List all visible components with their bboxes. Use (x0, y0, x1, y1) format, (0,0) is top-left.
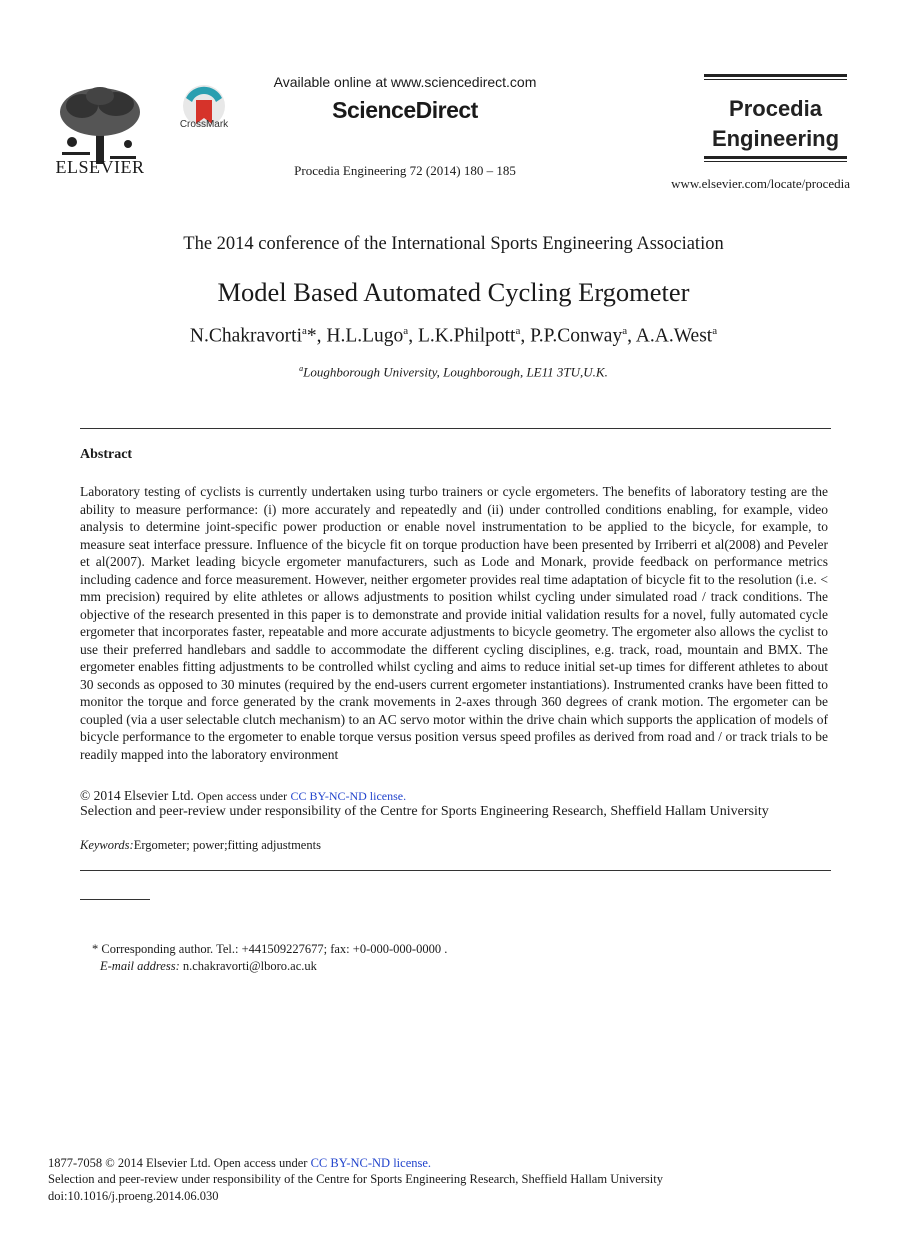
journal-rule-bottom-thin (704, 161, 847, 162)
email-address[interactable]: n.chakravorti@lboro.ac.uk (182, 959, 317, 973)
issn-line (48, 1156, 431, 1171)
doi-line[interactable]: doi:10.1016/j.proeng.2014.06.030 (48, 1189, 219, 1203)
author-sep: , (520, 325, 531, 347)
abstract-bottom-rule (80, 870, 831, 871)
abstract-body: Laboratory testing of cyclists is currently undertaken using turbo trainers or cycle ergometers. The benefits of laboratory testing are the ability to measure performance: (i) more accurately and repeatedly and (ii) under controlled conditions enabling, for example, video analysis to determine joint-specific power production or enable novel instrumentation to be applied to the bicycle, for example, to measure seat interface pressure. Influence of the bicycle fit on torque production have been presented by Irriberri et al(2008) and Peveler et al(2007). Market leading bicycle ergometer manufacturers, such as Lode and Monark, provide feedback on performance metrics including cadence and force measurement. However, neither ergometer provides real time adaptation of bicycle fit to the resolution (i.e. < mm precision) required by elite athletes or allows adjustments to position whilst cycling under simulated road / track conditions. The objective of the research presented in this paper is to demonstrate and provide initial validation results for a novel, fully automated cycle ergometer that incorporates faster, repeatable and more accurate adjustments to bicycle geometry. The ergometer also allows the cyclist to use their preferred handlebars and saddle to accommodate the different cycling disciplines, e.g. track, road, mountain and BMX. The ergometer enables fitting adjustments to be controlled whilst cycling and aims to reduce initial set-up times for different athletes to about 30 seconds as opposed to 30 minutes (required by the end-users current ergometer instantiations). Instrumented cranks have been fitted to monitor the torque and force generated by the crank movements in 2-axes through 360 degrees of crank motion. The ergometer can be coupled (via a user selectable clutch mechanism) to an AC servo motor within the drive chain which supports the application of models of bicycle performance to the ergometer to enable torque versus position versus speed profiles as derived from road and / or track trials to be readily mapped into the laboratory environment (80, 484, 828, 762)
journal-rule-top (704, 74, 847, 77)
journal-name-line2: Engineering (711, 126, 840, 151)
abstract-top-rule (80, 428, 831, 429)
author-affil-sup: a (622, 325, 628, 337)
publisher-name: ELSEVIER (55, 157, 145, 177)
keywords-label: Keywords: (80, 838, 134, 852)
journal-name-line1: Procedia (729, 96, 822, 121)
author-name: H.L.Lugo (326, 325, 404, 347)
journal-rule-top-thin (704, 79, 847, 80)
author-sep: *, (306, 325, 327, 347)
journal-url-link[interactable]: www.elsevier.com/locate/procedia (671, 176, 850, 191)
affiliation-text: Loughborough University, Loughborough, LE11 3TU,U.K. (303, 364, 608, 380)
journal-logo (704, 94, 847, 154)
license-link[interactable]: CC BY-NC-ND license. (290, 789, 407, 803)
abstract-heading: Abstract (80, 447, 133, 462)
footnote-rule (80, 899, 150, 900)
copyright-text: © 2014 Elsevier Ltd. (80, 788, 194, 803)
footer-peer-review: Selection and peer-review under responsibility of the Centre for Sports Engineering Research, Sheffield Hallam University (48, 1172, 663, 1186)
abstract-copyright (80, 787, 828, 805)
author-affil-sup: a (712, 325, 718, 337)
email-label: E-mail address: (100, 959, 180, 973)
peer-review-statement: Selection and peer-review under responsibility of the Centre for Sports Engineering Research, Sheffield Hallam University (80, 804, 769, 819)
author-sep: , (627, 325, 636, 347)
author-name: P.P.Conway (530, 325, 623, 347)
issn-copyright: 1877-7058 © 2014 Elsevier Ltd. Open access under (48, 1156, 308, 1170)
journal-rule-bottom (704, 156, 847, 159)
keywords-values: Ergometer; power;fitting adjustments (133, 838, 321, 852)
author-name: N.Chakravorti (189, 325, 302, 347)
journal-citation: Procedia Engineering 72 (2014) 180 – 185 (294, 163, 516, 178)
sciencedirect-logo[interactable]: ScienceDirect (332, 97, 478, 123)
author-name: A.A.West (635, 325, 713, 347)
paper-title: Model Based Automated Cycling Ergometer (217, 277, 690, 307)
author-sep: , (408, 325, 418, 347)
conference-line: The 2014 conference of the International Sports Engineering Association (183, 234, 724, 254)
author-name: L.K.Philpott (417, 325, 516, 347)
corresponding-author-footnote: * Corresponding author. Tel.: +441509227677; fax: +0-000-000-0000 . (92, 942, 448, 956)
affiliation (60, 364, 847, 380)
keywords (80, 838, 828, 853)
author-affil-sup: a (302, 325, 307, 337)
email-footnote (100, 959, 317, 974)
author-list (60, 325, 847, 348)
footer-license-link[interactable]: CC BY-NC-ND license. (310, 1156, 432, 1170)
crossmark-label: CrossMark (179, 119, 229, 130)
open-access-text: Open access under (197, 789, 288, 803)
author-affil-sup: a (403, 325, 409, 337)
affiliation-sup: a (299, 364, 304, 373)
author-affil-sup: a (515, 325, 521, 337)
available-online-text: Available online at www.sciencedirect.com (273, 74, 537, 90)
